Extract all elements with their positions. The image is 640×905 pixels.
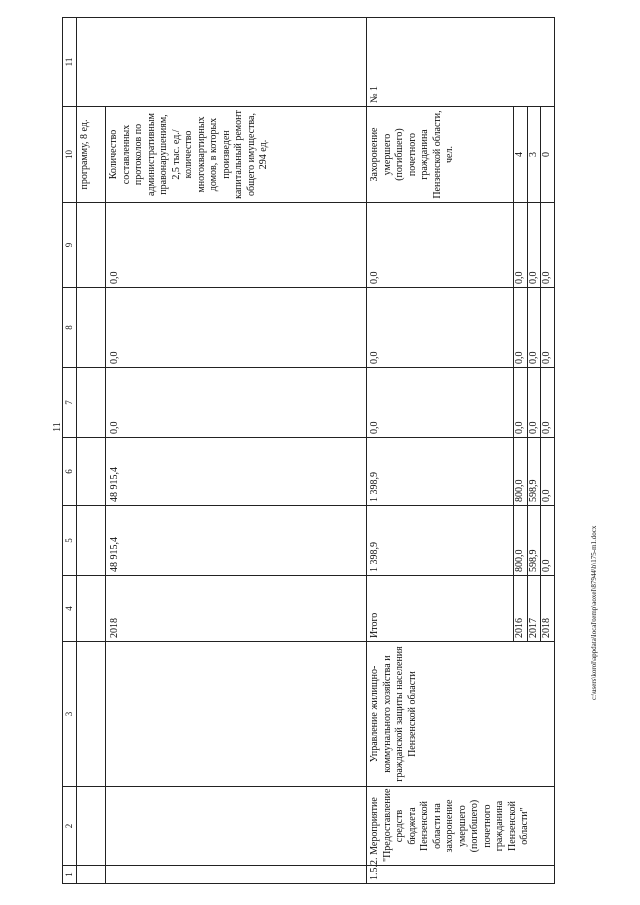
col-num: 9 bbox=[63, 203, 77, 288]
c8: 0,0 bbox=[541, 288, 555, 368]
col-num: 4 bbox=[63, 576, 77, 642]
total-label: Итого bbox=[367, 576, 514, 642]
c5: 800,0 bbox=[514, 506, 528, 576]
col-num: 7 bbox=[63, 368, 77, 438]
c8: 0,0 bbox=[514, 288, 528, 368]
c7: 0,0 bbox=[541, 368, 555, 438]
table-row-1-5-2-total bbox=[367, 18, 514, 884]
year: 2017 bbox=[527, 576, 541, 642]
prev-c9: 0,0 bbox=[106, 203, 367, 288]
c10: 4 bbox=[514, 107, 528, 203]
prev-c6: 48 915,4 bbox=[106, 438, 367, 506]
executor: Управление жилищно-коммунального хозяйства и гражданской защиты населения Пензенской области bbox=[367, 642, 555, 787]
c10: 3 bbox=[527, 107, 541, 203]
page-number: 11 bbox=[52, 422, 63, 432]
col-num: 10 bbox=[63, 107, 77, 203]
c7: 0,0 bbox=[527, 368, 541, 438]
indicator: Захоронение умершего (погибшего) почетного гражданина Пензенской области, чел. bbox=[367, 107, 514, 203]
total-c5: 1 398,9 bbox=[367, 506, 514, 576]
c9: 0,0 bbox=[514, 203, 528, 288]
prev-c10-top: программу, 8 ед. bbox=[77, 107, 106, 203]
table-row-prev-2018 bbox=[106, 18, 367, 884]
col-num: 6 bbox=[63, 438, 77, 506]
year: 2016 bbox=[514, 576, 528, 642]
year: 2018 bbox=[541, 576, 555, 642]
rotated-table-sheet bbox=[62, 18, 579, 884]
col-num: 3 bbox=[63, 642, 77, 787]
column-number-row bbox=[63, 18, 77, 884]
prev-year: 2018 bbox=[106, 576, 367, 642]
c6: 800,0 bbox=[514, 438, 528, 506]
c9: 0,0 bbox=[541, 203, 555, 288]
c8: 0,0 bbox=[527, 288, 541, 368]
reference-number: № 1 bbox=[367, 18, 555, 107]
c7: 0,0 bbox=[514, 368, 528, 438]
total-c9: 0,0 bbox=[367, 203, 514, 288]
col-num: 1 bbox=[63, 866, 77, 884]
row-number: 1.5.2. bbox=[367, 866, 555, 884]
c5: 598,9 bbox=[527, 506, 541, 576]
total-c7: 0,0 bbox=[367, 368, 514, 438]
table-row-continuation bbox=[77, 18, 106, 884]
prev-c8: 0,0 bbox=[106, 288, 367, 368]
c9: 0,0 bbox=[527, 203, 541, 288]
c10: 0 bbox=[541, 107, 555, 203]
c5: 0,0 bbox=[541, 506, 555, 576]
col-num: 5 bbox=[63, 506, 77, 576]
prev-c5: 48 915,4 bbox=[106, 506, 367, 576]
footer-path-text: c:\users\korol\appdata\local\temp\aoxel\87944\b\175-m1.docx bbox=[590, 525, 598, 700]
col-num: 2 bbox=[63, 787, 77, 866]
total-c6: 1 398,9 bbox=[367, 438, 514, 506]
prev-c10-main: Количество составленных протоколов по административным правонарушениям, 2,5 тыс. ед./ количество многоквартирных домов, в которых произведен капитальный ремонт общего имущества, 294 ед. bbox=[106, 107, 367, 203]
measure-name: Мероприятие "Предоставление средств бюджета Пензенской области на захоронение умершего (погибшего) почетного гражданина Пензенской области" bbox=[367, 787, 555, 866]
col-num: 11 bbox=[63, 18, 77, 107]
total-c8: 0,0 bbox=[367, 288, 514, 368]
prev-c7: 0,0 bbox=[106, 368, 367, 438]
c6: 598,9 bbox=[527, 438, 541, 506]
program-table bbox=[62, 17, 555, 884]
col-num: 8 bbox=[63, 288, 77, 368]
c6: 0,0 bbox=[541, 438, 555, 506]
